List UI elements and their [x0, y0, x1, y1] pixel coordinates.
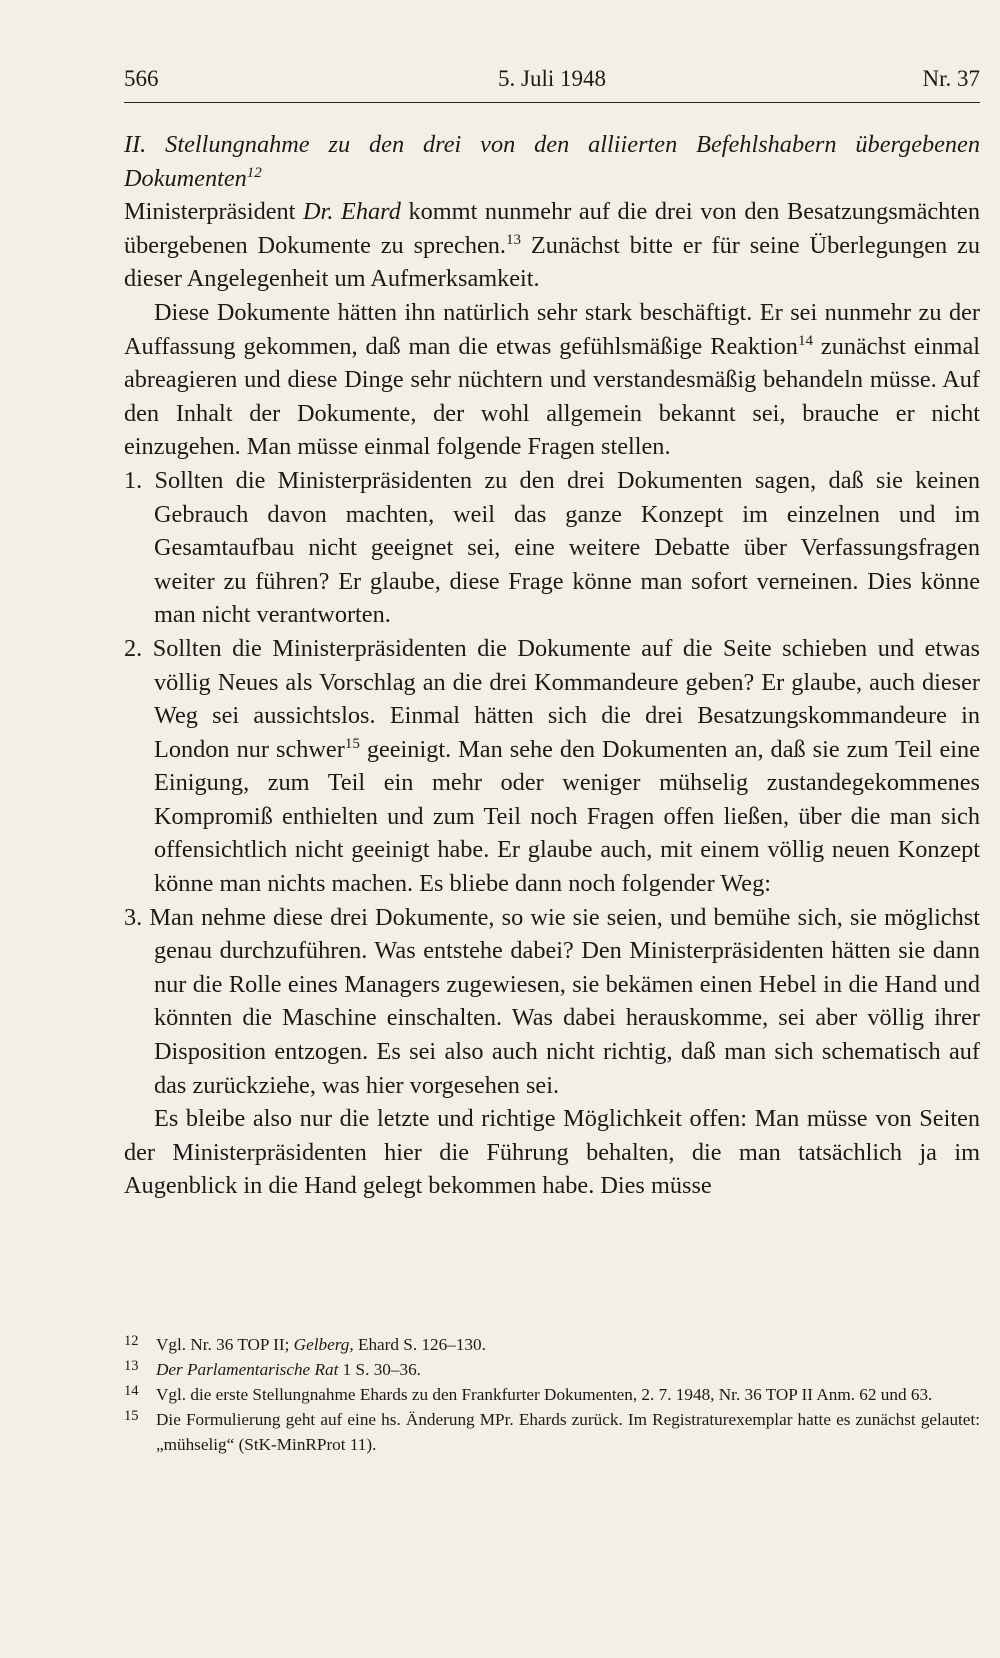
text-run: kommt nunmehr auf die drei von den Besatzungsmächten übergebenen Dokumente zu sprechen. [124, 198, 980, 259]
list-item [124, 632, 980, 901]
footnotes [124, 1332, 980, 1457]
page-number: 566 [124, 66, 159, 91]
work-title: Der Parlamentarische Rat [156, 1360, 339, 1379]
footnote-number: 15 [124, 1408, 139, 1424]
running-header [124, 66, 980, 102]
footnote-ref: 12 [246, 164, 262, 181]
footnote [124, 1407, 980, 1457]
list-item: 1. Sollten die Ministerpräsidenten zu den drei Dokumenten sagen, daß sie keinen Gebrauch davon machten, weil das ganze Konzept im einzelnen und im Gesamtaufbau nicht geeignet sei, eine weitere Debatte über Verfassungsfragen weiter zu führen? Er glaube, diese Frage könne man sofort verneinen. Dies könne man nicht verantworten. [124, 466, 980, 629]
footnote [124, 1382, 980, 1407]
footnote-number: 14 [124, 1383, 139, 1399]
header-date: 5. Juli 1948 [498, 66, 606, 91]
section-title: II. Stellungnahme zu den drei von den alliierten Befehlshabern übergebenen Dokumenten [124, 131, 980, 192]
footnote-ref: 13 [505, 231, 521, 248]
text-run: Zunächst bitte er für seine Überlegungen zu dieser Angelegenheit um Aufmerksamkeit. [124, 231, 980, 293]
footnote-ref: 14 [797, 332, 813, 349]
text-run: zunächst einmal abreagieren und diese Dinge sehr nüchtern und verstandesmäßig behandeln müsse. Auf den Inhalt der Dokumente, der wohl allgemein bekannt sei, brauche er nicht einzugehen. Man müsse einmal folgende Fragen stellen. [124, 332, 980, 461]
text-run: Ehard S. 126–130. [353, 1335, 486, 1354]
author-name: Gelberg, [293, 1335, 354, 1354]
list-item: 3. Man nehme diese drei Dokumente, so wie sie seien, und bemühe sich, sie möglichst genau durchzuführen. Was entstehe dabei? Den Ministerpräsidenten hätten sie dann nur die Rolle eines Managers zugewiesen, sie bekämen einen Hebel in die Hand und könnten die Maschine einschalten. Was dabei herauskomme, sei aber völlig ihrer Disposition entzogen. Es sei also auch nicht richtig, daß man sich schematisch auf das zurückziehe, was hier vorgesehen sei. [124, 903, 980, 1099]
text-run: 2. Sollten die Ministerpräsidenten die Dokumente auf die Seite schieben und etwas völlig Neues als Vorschlag an die drei Kommandeure geben? Er glaube, auch dieser Weg sei aussichtslos. Einmal hätten sich die drei Besatzungskommandeure in London nur schwer [124, 634, 980, 763]
footnote-number: 13 [124, 1358, 139, 1374]
section-heading [124, 128, 980, 195]
footnote-ref: 15 [344, 735, 360, 752]
header-rule [124, 102, 980, 103]
text-run: Diese Dokumente hätten ihn natürlich sehr stark beschäftigt. Er sei nunmehr zu der Auffassung gekommen, daß man die etwas gefühlsmäßige Reaktion [124, 298, 980, 360]
footnote [124, 1357, 980, 1382]
main-text [124, 128, 980, 1203]
footnote [124, 1332, 980, 1357]
paragraph [124, 195, 980, 296]
text-run: geeinigt. Man sehe den Dokumenten an, daß sie zum Teil eine Einigung, zum Teil ein mehr oder weniger mühselig zustandegekommenes Kompromiß enthielten und zum Teil noch Fragen offen ließen, über die man sich offensichtlich nicht geeinigt habe. Er glaube auch, mit einem völlig neuen Konzept könne man nichts machen. Es bliebe dann noch folgender Weg: [154, 735, 980, 898]
text-run: 1 S. 30–36. [338, 1360, 421, 1379]
document-number: Nr. 37 [922, 66, 980, 91]
text-run: Vgl. Nr. 36 TOP II; [156, 1335, 294, 1354]
paragraph [124, 296, 980, 464]
footnote-text: Die Formulierung geht auf eine hs. Änderung MPr. Ehards zurück. Im Registraturexemplar hatte es zunächst gelautet: „mühselig“ (StK-MinRProt 11). [156, 1410, 980, 1454]
footnote-number: 12 [124, 1333, 139, 1349]
paragraph: Es bleibe also nur die letzte und richtige Möglichkeit offen: Man müsse von Seiten der Ministerpräsidenten hier die Führung behalten, die man tatsächlich ja im Augenblick in die Hand gelegt bekommen habe. Dies müsse [124, 1105, 980, 1200]
person-name: Dr. Ehard [303, 198, 401, 226]
text-run: Ministerpräsident [124, 198, 304, 226]
footnote-text: Vgl. die erste Stellungnahme Ehards zu den Frankfurter Dokumenten, 2. 7. 1948, Nr. 36 TOP II Anm. 62 und 63. [156, 1385, 933, 1404]
